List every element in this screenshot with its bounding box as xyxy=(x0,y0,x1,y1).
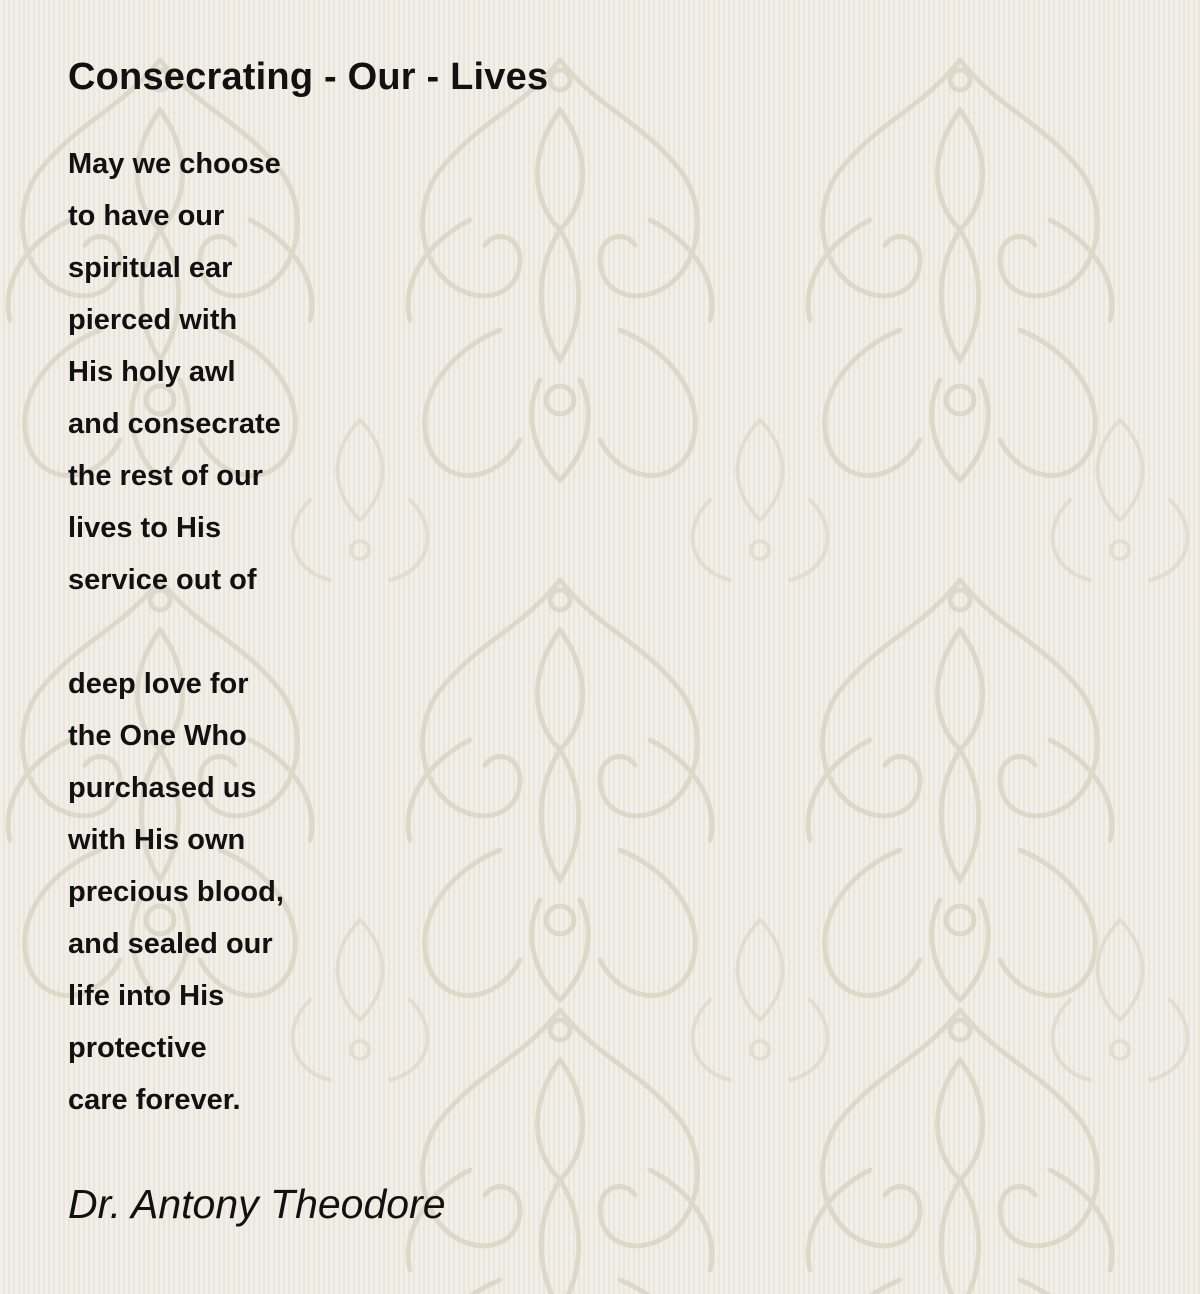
poem-stanza-2 xyxy=(68,658,1148,1126)
poem-line: with His own xyxy=(68,824,246,856)
poem-line: and consecrate xyxy=(68,408,281,440)
poem-line: and sealed our xyxy=(68,928,273,960)
poem-card xyxy=(68,40,1148,1234)
poem-line: service out of xyxy=(68,564,257,596)
poem-line: precious blood, xyxy=(68,876,284,908)
poem-line: to have our xyxy=(68,200,225,232)
poem-line: life into His xyxy=(68,980,225,1012)
poem-author: Dr. Antony Theodore xyxy=(68,1181,446,1227)
poem-line: deep love for xyxy=(68,668,249,700)
poem-line: lives to His xyxy=(68,512,222,544)
poem-line: care forever. xyxy=(68,1084,241,1116)
poem-title: Consecrating - Our - Lives xyxy=(68,56,549,98)
poem-line: May we choose xyxy=(68,148,281,180)
poem-line: spiritual ear xyxy=(68,252,233,284)
poem-line: purchased us xyxy=(68,772,257,804)
poem-line: the One Who xyxy=(68,720,247,752)
poem-body xyxy=(68,138,1148,1126)
poem-line: the rest of our xyxy=(68,460,263,492)
poem-stanza-1 xyxy=(68,138,1148,606)
poem-line: pierced with xyxy=(68,304,238,336)
poem-line: protective xyxy=(68,1032,207,1064)
poem-line: His holy awl xyxy=(68,356,236,388)
